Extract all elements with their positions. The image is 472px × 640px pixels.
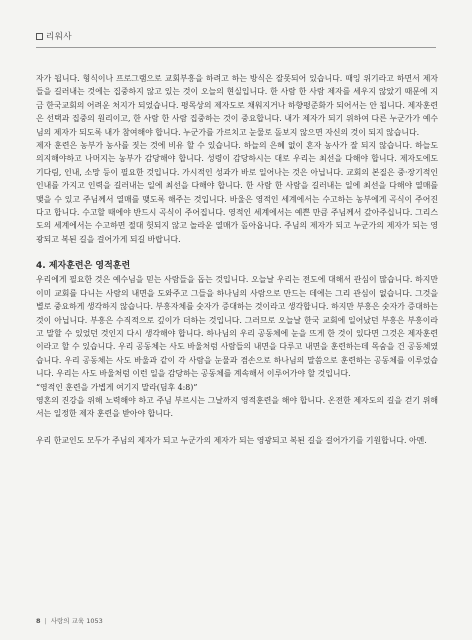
page-header [36, 29, 72, 43]
article-body [36, 72, 438, 447]
header-divider [36, 47, 436, 48]
page-number: 8 [36, 616, 41, 625]
paragraph: 자가 됩니다. 형식이나 프로그램으로 교회부흥을 하려고 하는 방식은 잘못되어 있습니다. 때잉 위기라고 하면서 제자들을 길러내는 것에는 집중하지 않고 있는 것이 오늘의 현실입니다. 한 사람 한 사람 제자를 세우지 않았기 때문에 지금 한국교회의 어려운 처지가 되었습니다. 평목상의 제자도로 채워지거나 하향평준화가 되어서는 안 됩니다. 제자훈련은 선택과 집중의 원리이고, 한 사람 한 사람 집중하는 것이 중요합니다. 내가 제자가 되기 위하여 다른 누군가가 예수님의 제자가 되도록 내가 참여해야 합니다. 누군가를 가르치고 눈물로 돌보지 않으면 자신의 것이 되지 않습니다. [36, 74, 438, 137]
section-heading: 4. 제자훈련은 영적훈련 [36, 261, 131, 272]
header-label: 리워사 [46, 32, 73, 42]
page-footer [36, 616, 103, 625]
paragraph: 우리에게 필요한 것은 예수님을 믿는 사람들을 돕는 것입니다. 오늘날 우리는 전도에 대해서 관심이 많습니다. 하지만 이미 교회를 다니는 사람의 내면을 도와주고 그들을 하나님의 사람으로 만드는 데에는 그리 관심이 없습니다. 그것을 별로 중요하게 생각하지 않습니다. 부흥자체를 숫자가 증대하는 것이라고 생각합니다. 하지만 부흥은 숫자가 증대하는 것이 아닙니다. 부흥은 수직적으로 깊이가 더하는 것입니다. 그러므로 오늘날 한국 교회에 일어났던 부흥은 부흥이라고 말할 수 있었던 것인지 다시 생각해야 합니다. 하나님의 우리 공동체에 눈을 뜨게 한 것이 있다면 그것은 제자훈련이라고 할 수 있습니다. 우리 공동체는 사도 바울처럼 사람들의 내면을 다루고 내면을 훈련하는데 목숨을 건 공동체였습니다. 우리 공동체는 사도 바울과 같이 각 사람을 눈물과 겸손으로 하나님의 말씀으로 훈련하는 공동체를 이루었습니다. 우리는 사도 바울처럼 이런 일을 감당하는 공동체를 계속해서 이루어가야 할 것입니다. [36, 275, 438, 379]
paragraph: 제자 훈련은 농부가 농사를 짓는 것에 비유 할 수 있습니다. 하늘의 은혜 없이 혼자 농사가 잘 되지 않습니다. 하늘도 의지해야하고 나머지는 농부가 감당해야 합니다. 성령이 감당하시는 대로 우리는 최선을 다해야 합니다. 제자도에도 기다림, 인내, 소망 등이 필요한 것입니다. 가시적인 성과가 바로 일어나는 것은 아닙니다. 교회의 본질은 중·장기적인 인내를 가지고 인력을 길러내는 일에 최선을 다해야 합니다. 한 사람 한 사람을 길러내는 일에 최선을 다해야 열매를 맺을 수 있고 주님께서 열매를 맺도록 해주는 것입니다. 바울은 영적인 세계에서는 수고하는 농부에게 곡식이 주어진다고 합니다. 수고할 때에야 반드시 곡식이 주어집니다. 영적인 세계에서는 예쁜 만큼 주님께서 갚아주십니다. 그리스도의 세계에서는 수고하면 절대 헛되지 않고 놀라운 열매가 돌아옵니다. 주님의 제자가 되고 누군가의 제자가 되는 영광되고 복된 길을 걸어가게 되길 바랍니다. [36, 141, 438, 244]
square-icon [36, 33, 43, 40]
quote: “영적인 훈련을 가볍게 여기지 말라(딤후 4:8)” [36, 382, 198, 392]
footer-separator: | [44, 616, 47, 625]
paragraph: 영혼의 진강을 위해 노력해야 하고 주님 부르시는 그날까지 영적훈련을 해야 합니다. 온전한 제자도의 길을 걷기 위해서는 일정한 제자 훈련을 받아야 합니다. [36, 395, 438, 419]
spacer [36, 246, 438, 259]
closing-paragraph: 우리 한교인도 모두가 주님의 제자가 되고 누군가의 제자가 되는 영광되고 복된 길을 걸어가기를 기원합니다. 아멘. [36, 435, 427, 445]
spacer [36, 421, 438, 434]
publication-title: 사랑의 교육 1053 [50, 617, 103, 625]
